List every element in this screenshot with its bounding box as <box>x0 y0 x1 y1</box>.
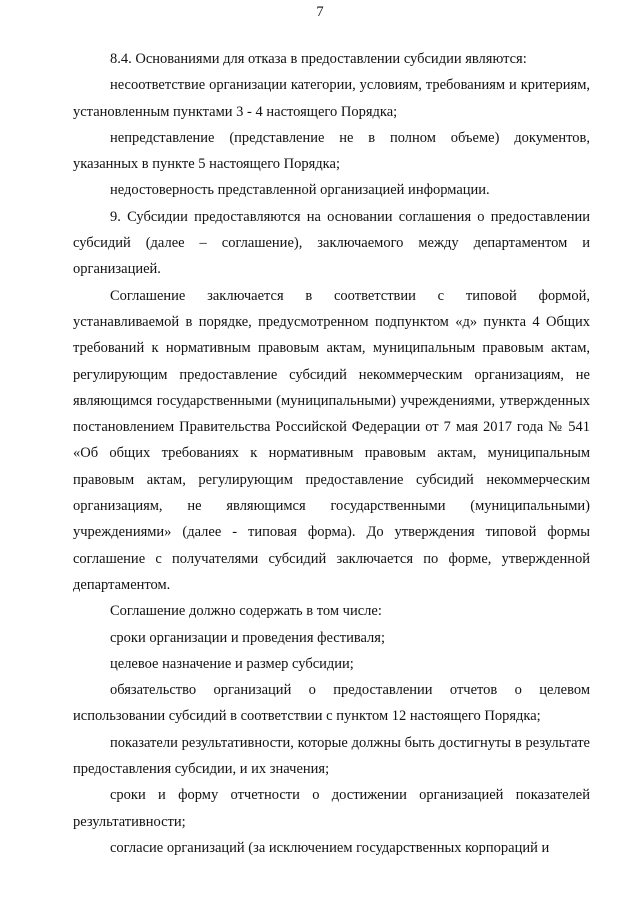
paragraph-refusal-reason-3: недостоверность представленной организацией информации. <box>110 182 490 199</box>
paragraph-item-reporting-terms: сроки и форму отчетности о достижении организацией показателей результативности; <box>73 787 590 830</box>
document-body <box>73 46 590 861</box>
paragraph-agreement-form: Соглашение заключается в соответствии с типовой формой, устанавливаемой в порядке, предусмотренном подпунктом «д» пункта 4 Общих требований к нормативным правовым актам, муниципальным правовым актам, регулирующим предоставление субсидий некоммерческим организациям, не являющимся государственными (муниципальными) учреждениями, утвержденных постановлением Правительства Российской Федерации от 7 мая 2017 года № 541 «Об общих требованиях к нормативным правовым актам, муниципальным правовым актам, регулирующим предоставление субсидий некоммерческим организациям, не являющимся государственными (муниципальными) учреждениями» (далее - типовая форма). До утверждения типовой формы соглашение с получателями субсидий заключается по форме, утвержденной департаментом. <box>73 287 590 593</box>
paragraph-8-4-heading: 8.4. Основаниями для отказа в предоставлении субсидии являются: <box>110 51 527 67</box>
paragraph-item-consent: согласие организаций (за исключением государственных корпораций и <box>110 839 550 856</box>
paragraph-item-purpose: целевое назначение и размер субсидии; <box>110 655 354 672</box>
paragraph-agreement-contents: Соглашение должно содержать в том числе: <box>110 603 382 620</box>
page-number: 7 <box>316 4 324 20</box>
paragraph-item-indicators: показатели результативности, которые должны быть достигнуты в результате предоставления субсидии, и их значения; <box>73 734 590 778</box>
paragraph-item-reporting-obligation: обязательство организаций о предоставлении отчетов о целевом использовании субсидий в соответствии с пунктом 12 настоящего Порядка; <box>73 682 590 725</box>
paragraph-refusal-reason-2: непредставление (представление не в полном объеме) документов, указанных в пункте 5 настоящего Порядка; <box>73 129 590 173</box>
paragraph-refusal-reason-1: несоответствие организации категории, условиям, требованиям и критериям, установленным пунктами 3 - 4 настоящего Порядка; <box>73 77 590 120</box>
paragraph-item-terms: сроки организации и проведения фестиваля; <box>110 629 385 646</box>
paragraph-9: 9. Субсидии предоставляются на основании соглашения о предоставлении субсидий (далее – соглашение), заключаемого между департаментом и организацией. <box>73 208 590 278</box>
